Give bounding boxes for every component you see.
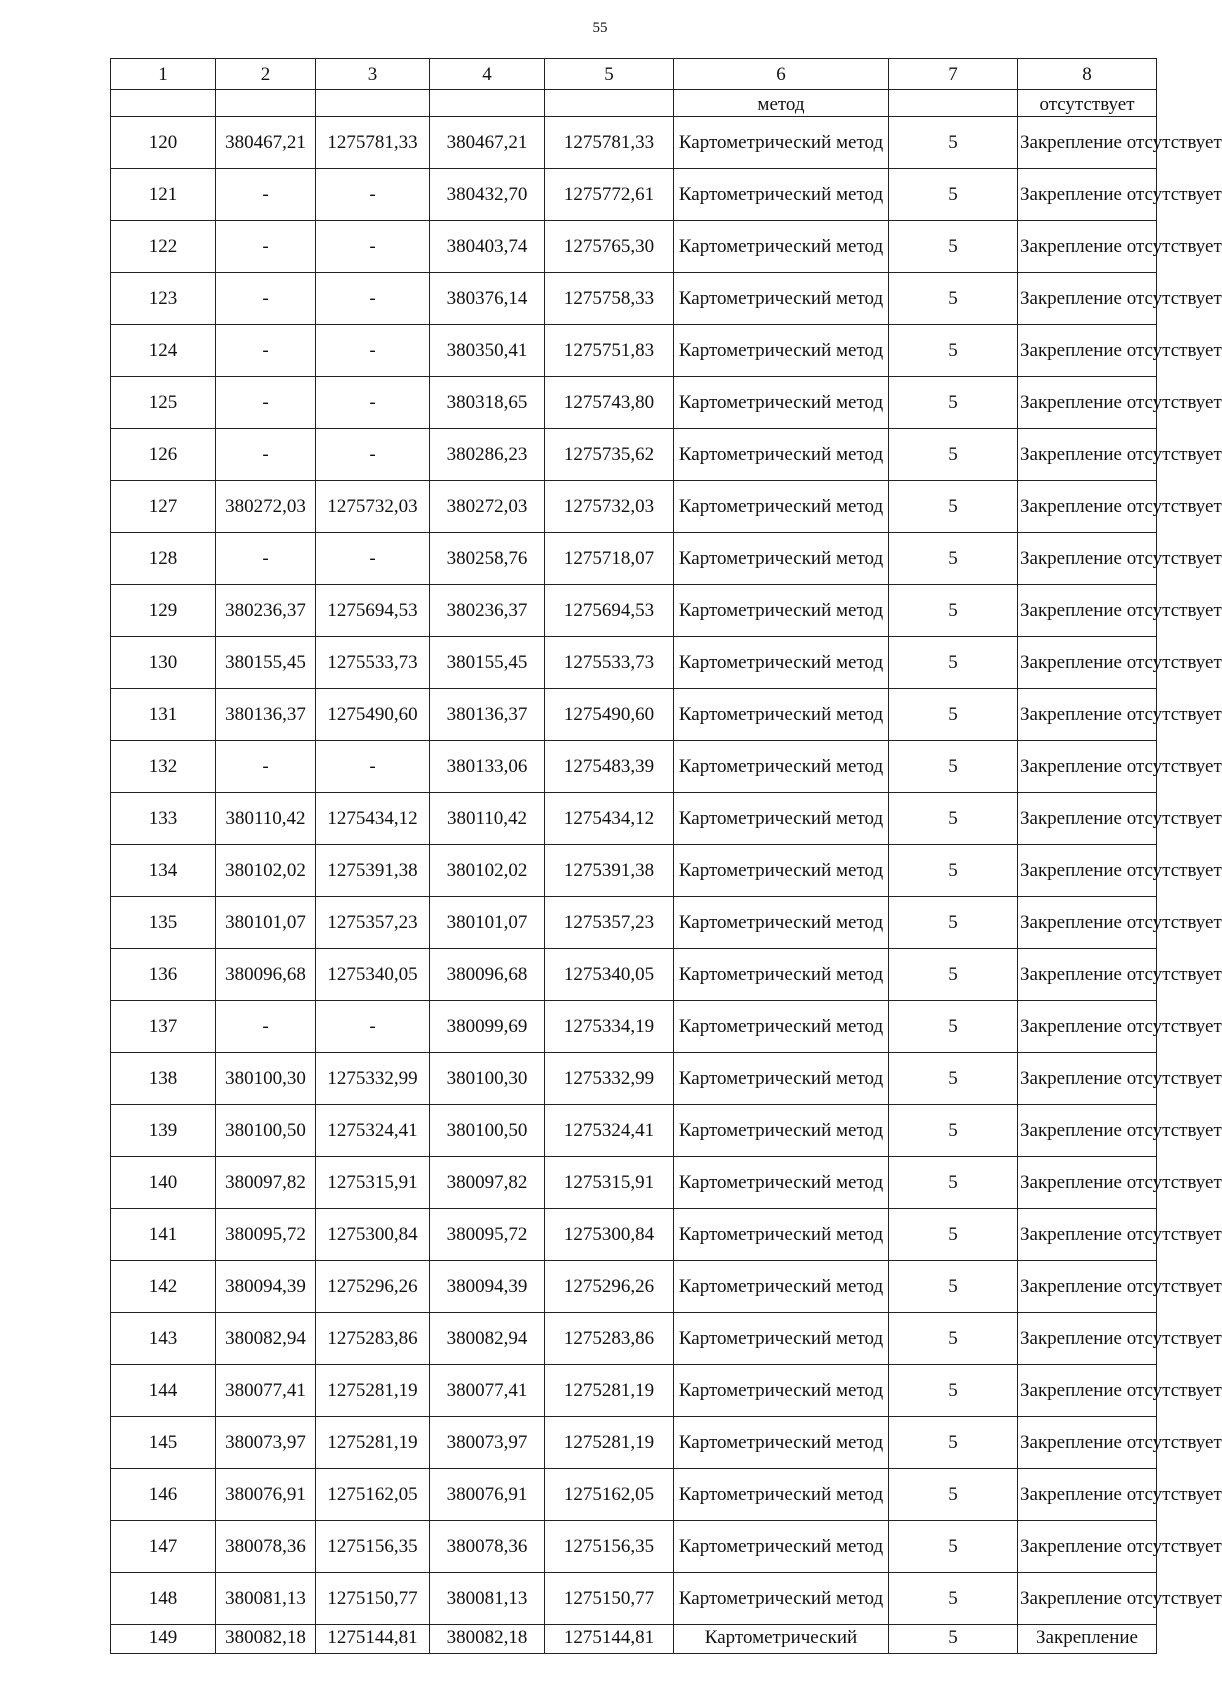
- accuracy-cell: 5: [889, 897, 1018, 949]
- y-new-cell: 1275340,05: [545, 949, 674, 1001]
- method-cell: Картометрический метод: [674, 273, 889, 325]
- point-number-cell: 138: [111, 1053, 216, 1105]
- accuracy-cell: 5: [889, 1625, 1018, 1654]
- x-new-cell: 380272,03: [430, 481, 545, 533]
- x-new-cell: 380155,45: [430, 637, 545, 689]
- continuation-row: [111, 90, 1157, 117]
- method-cell: Картометрический метод: [674, 1313, 889, 1365]
- x-old-cell: 380076,91: [216, 1469, 316, 1521]
- point-number-cell: 129: [111, 585, 216, 637]
- point-number-cell: 122: [111, 221, 216, 273]
- fixing-cell: Закрепление отсутствует: [1018, 637, 1157, 689]
- column-header: 1: [111, 59, 216, 90]
- point-number-cell: 133: [111, 793, 216, 845]
- point-number-cell: 123: [111, 273, 216, 325]
- table-row: [111, 1313, 1157, 1365]
- x-new-cell: 380096,68: [430, 949, 545, 1001]
- y-old-cell: 1275533,73: [316, 637, 430, 689]
- point-number-cell: 141: [111, 1209, 216, 1261]
- y-new-cell: 1275732,03: [545, 481, 674, 533]
- point-number-cell: 121: [111, 169, 216, 221]
- fixing-cell: Закрепление отсутствует: [1018, 533, 1157, 585]
- x-old-cell: -: [216, 325, 316, 377]
- y-new-cell: 1275296,26: [545, 1261, 674, 1313]
- table-row: [111, 1261, 1157, 1313]
- column-header: 4: [430, 59, 545, 90]
- x-new-cell: 380082,18: [430, 1625, 545, 1654]
- fixing-cell: Закрепление отсутствует: [1018, 117, 1157, 169]
- y-old-cell: 1275281,19: [316, 1365, 430, 1417]
- y-old-cell: 1275357,23: [316, 897, 430, 949]
- y-old-cell: 1275283,86: [316, 1313, 430, 1365]
- accuracy-cell: 5: [889, 1573, 1018, 1625]
- x-old-cell: 380097,82: [216, 1157, 316, 1209]
- y-new-cell: 1275334,19: [545, 1001, 674, 1053]
- table-row: [111, 1053, 1157, 1105]
- x-new-cell: 380136,37: [430, 689, 545, 741]
- x-old-cell: -: [216, 1001, 316, 1053]
- method-cell: Картометрический метод: [674, 1105, 889, 1157]
- accuracy-cell: 5: [889, 689, 1018, 741]
- accuracy-cell: 5: [889, 169, 1018, 221]
- accuracy-cell: 5: [889, 845, 1018, 897]
- y-old-cell: -: [316, 221, 430, 273]
- y-new-cell: 1275332,99: [545, 1053, 674, 1105]
- x-old-cell: 380236,37: [216, 585, 316, 637]
- fixing-cell: Закрепление отсутствует: [1018, 741, 1157, 793]
- y-new-cell: 1275765,30: [545, 221, 674, 273]
- fixing-cell: Закрепление: [1018, 1625, 1157, 1654]
- x-old-cell: 380082,18: [216, 1625, 316, 1654]
- point-number-cell: 134: [111, 845, 216, 897]
- method-cell: Картометрический метод: [674, 845, 889, 897]
- table-cell: [430, 90, 545, 117]
- y-new-cell: 1275324,41: [545, 1105, 674, 1157]
- method-cell: Картометрический метод: [674, 637, 889, 689]
- fixing-cell: Закрепление отсутствует: [1018, 1573, 1157, 1625]
- table-cell: [545, 90, 674, 117]
- fixing-cell: отсутствует: [1018, 90, 1157, 117]
- x-old-cell: 380082,94: [216, 1313, 316, 1365]
- x-old-cell: 380100,50: [216, 1105, 316, 1157]
- x-old-cell: -: [216, 273, 316, 325]
- y-old-cell: -: [316, 429, 430, 481]
- x-old-cell: 380102,02: [216, 845, 316, 897]
- y-old-cell: 1275300,84: [316, 1209, 430, 1261]
- accuracy-cell: 5: [889, 949, 1018, 1001]
- x-old-cell: 380094,39: [216, 1261, 316, 1313]
- table-row: [111, 169, 1157, 221]
- column-header: 8: [1018, 59, 1157, 90]
- accuracy-cell: 5: [889, 481, 1018, 533]
- method-cell: Картометрический метод: [674, 221, 889, 273]
- accuracy-cell: 5: [889, 585, 1018, 637]
- method-cell: Картометрический метод: [674, 1053, 889, 1105]
- y-old-cell: 1275281,19: [316, 1417, 430, 1469]
- y-new-cell: 1275162,05: [545, 1469, 674, 1521]
- x-new-cell: 380081,13: [430, 1573, 545, 1625]
- column-header: 6: [674, 59, 889, 90]
- x-old-cell: -: [216, 221, 316, 273]
- method-cell: Картометрический метод: [674, 741, 889, 793]
- accuracy-cell: 5: [889, 429, 1018, 481]
- x-old-cell: -: [216, 533, 316, 585]
- method-cell: Картометрический метод: [674, 1521, 889, 1573]
- y-new-cell: 1275357,23: [545, 897, 674, 949]
- fixing-cell: Закрепление отсутствует: [1018, 221, 1157, 273]
- table-row: [111, 1469, 1157, 1521]
- x-new-cell: 380077,41: [430, 1365, 545, 1417]
- y-new-cell: 1275434,12: [545, 793, 674, 845]
- fixing-cell: Закрепление отсутствует: [1018, 1209, 1157, 1261]
- y-new-cell: 1275281,19: [545, 1417, 674, 1469]
- y-old-cell: 1275781,33: [316, 117, 430, 169]
- fixing-cell: Закрепление отсутствует: [1018, 169, 1157, 221]
- y-new-cell: 1275694,53: [545, 585, 674, 637]
- accuracy-cell: 5: [889, 273, 1018, 325]
- fixing-cell: Закрепление отсутствует: [1018, 1521, 1157, 1573]
- y-new-cell: 1275781,33: [545, 117, 674, 169]
- fixing-cell: Закрепление отсутствует: [1018, 377, 1157, 429]
- y-new-cell: 1275281,19: [545, 1365, 674, 1417]
- column-header: 2: [216, 59, 316, 90]
- x-new-cell: 380376,14: [430, 273, 545, 325]
- accuracy-cell: 5: [889, 1001, 1018, 1053]
- table-row: [111, 1001, 1157, 1053]
- point-number-cell: 127: [111, 481, 216, 533]
- fixing-cell: Закрепление отсутствует: [1018, 949, 1157, 1001]
- table-row: [111, 689, 1157, 741]
- y-new-cell: 1275743,80: [545, 377, 674, 429]
- x-old-cell: -: [216, 429, 316, 481]
- accuracy-cell: 5: [889, 1313, 1018, 1365]
- fixing-cell: Закрепление отсутствует: [1018, 1417, 1157, 1469]
- fixing-cell: Закрепление отсутствует: [1018, 325, 1157, 377]
- table-row: [111, 429, 1157, 481]
- method-cell: Картометрический метод: [674, 793, 889, 845]
- accuracy-cell: 5: [889, 221, 1018, 273]
- fixing-cell: Закрепление отсутствует: [1018, 1105, 1157, 1157]
- x-new-cell: 380350,41: [430, 325, 545, 377]
- table-cell: [316, 90, 430, 117]
- point-number-cell: 125: [111, 377, 216, 429]
- point-number-cell: 142: [111, 1261, 216, 1313]
- point-number-cell: 137: [111, 1001, 216, 1053]
- point-number-cell: 132: [111, 741, 216, 793]
- table-row: [111, 481, 1157, 533]
- y-old-cell: 1275162,05: [316, 1469, 430, 1521]
- table-row: [111, 117, 1157, 169]
- x-new-cell: 380078,36: [430, 1521, 545, 1573]
- y-old-cell: -: [316, 741, 430, 793]
- coordinates-table: [110, 58, 1222, 1654]
- point-number-cell: 120: [111, 117, 216, 169]
- table-row: [111, 221, 1157, 273]
- method-cell: Картометрический метод: [674, 1209, 889, 1261]
- y-new-cell: 1275751,83: [545, 325, 674, 377]
- method-cell: Картометрический метод: [674, 377, 889, 429]
- x-new-cell: 380073,97: [430, 1417, 545, 1469]
- y-new-cell: 1275391,38: [545, 845, 674, 897]
- table-cell: [889, 90, 1018, 117]
- method-cell: Картометрический: [674, 1625, 889, 1654]
- point-number-cell: 135: [111, 897, 216, 949]
- fixing-cell: Закрепление отсутствует: [1018, 897, 1157, 949]
- y-new-cell: 1275772,61: [545, 169, 674, 221]
- x-old-cell: 380101,07: [216, 897, 316, 949]
- x-old-cell: 380110,42: [216, 793, 316, 845]
- fixing-cell: Закрепление отсутствует: [1018, 1365, 1157, 1417]
- table-row: [111, 585, 1157, 637]
- fixing-cell: Закрепление отсутствует: [1018, 1157, 1157, 1209]
- y-old-cell: 1275296,26: [316, 1261, 430, 1313]
- point-number-cell: 143: [111, 1313, 216, 1365]
- y-old-cell: 1275144,81: [316, 1625, 430, 1654]
- column-header: 5: [545, 59, 674, 90]
- point-number-cell: 126: [111, 429, 216, 481]
- method-cell: Картометрический метод: [674, 1573, 889, 1625]
- method-cell: Картометрический метод: [674, 1365, 889, 1417]
- table-row: [111, 845, 1157, 897]
- y-new-cell: 1275735,62: [545, 429, 674, 481]
- table-row: [111, 1209, 1157, 1261]
- y-new-cell: 1275758,33: [545, 273, 674, 325]
- table-row: [111, 1157, 1157, 1209]
- x-new-cell: 380097,82: [430, 1157, 545, 1209]
- y-old-cell: 1275340,05: [316, 949, 430, 1001]
- accuracy-cell: 5: [889, 1105, 1018, 1157]
- y-old-cell: -: [316, 273, 430, 325]
- point-number-cell: 145: [111, 1417, 216, 1469]
- accuracy-cell: 5: [889, 637, 1018, 689]
- method-cell: Картометрический метод: [674, 1417, 889, 1469]
- x-old-cell: 380136,37: [216, 689, 316, 741]
- x-old-cell: 380095,72: [216, 1209, 316, 1261]
- accuracy-cell: 5: [889, 1417, 1018, 1469]
- fixing-cell: Закрепление отсутствует: [1018, 1261, 1157, 1313]
- method-cell: Картометрический метод: [674, 897, 889, 949]
- accuracy-cell: 5: [889, 1521, 1018, 1573]
- point-number-cell: 146: [111, 1469, 216, 1521]
- x-old-cell: 380155,45: [216, 637, 316, 689]
- x-new-cell: 380432,70: [430, 169, 545, 221]
- x-new-cell: 380286,23: [430, 429, 545, 481]
- method-cell: Картометрический метод: [674, 1157, 889, 1209]
- point-number-cell: 131: [111, 689, 216, 741]
- fixing-cell: Закрепление отсутствует: [1018, 1313, 1157, 1365]
- table-row: [111, 377, 1157, 429]
- x-new-cell: 380095,72: [430, 1209, 545, 1261]
- fixing-cell: Закрепление отсутствует: [1018, 1053, 1157, 1105]
- method-cell: Картометрический метод: [674, 481, 889, 533]
- table-cell: [216, 90, 316, 117]
- point-number-cell: 136: [111, 949, 216, 1001]
- accuracy-cell: 5: [889, 1365, 1018, 1417]
- y-old-cell: -: [316, 169, 430, 221]
- table-row: [111, 273, 1157, 325]
- method-cell: Картометрический метод: [674, 429, 889, 481]
- y-old-cell: 1275490,60: [316, 689, 430, 741]
- fixing-cell: Закрепление отсутствует: [1018, 481, 1157, 533]
- accuracy-cell: 5: [889, 1157, 1018, 1209]
- y-old-cell: 1275150,77: [316, 1573, 430, 1625]
- x-old-cell: 380077,41: [216, 1365, 316, 1417]
- accuracy-cell: 5: [889, 1053, 1018, 1105]
- x-old-cell: 380073,97: [216, 1417, 316, 1469]
- accuracy-cell: 5: [889, 1261, 1018, 1313]
- y-new-cell: 1275150,77: [545, 1573, 674, 1625]
- y-new-cell: 1275533,73: [545, 637, 674, 689]
- point-number-cell: 130: [111, 637, 216, 689]
- method-cell: метод: [674, 90, 889, 117]
- point-number-cell: 128: [111, 533, 216, 585]
- table-row: [111, 1417, 1157, 1469]
- y-old-cell: -: [316, 325, 430, 377]
- accuracy-cell: 5: [889, 117, 1018, 169]
- x-old-cell: -: [216, 741, 316, 793]
- x-new-cell: 380318,65: [430, 377, 545, 429]
- x-old-cell: 380078,36: [216, 1521, 316, 1573]
- table-row: [111, 637, 1157, 689]
- accuracy-cell: 5: [889, 533, 1018, 585]
- y-new-cell: 1275283,86: [545, 1313, 674, 1365]
- x-old-cell: 380100,30: [216, 1053, 316, 1105]
- page-number: 55: [592, 20, 608, 36]
- y-old-cell: -: [316, 377, 430, 429]
- method-cell: Картометрический метод: [674, 949, 889, 1001]
- y-old-cell: 1275391,38: [316, 845, 430, 897]
- x-new-cell: 380101,07: [430, 897, 545, 949]
- point-number-cell: 147: [111, 1521, 216, 1573]
- y-old-cell: 1275332,99: [316, 1053, 430, 1105]
- x-new-cell: 380094,39: [430, 1261, 545, 1313]
- y-new-cell: 1275315,91: [545, 1157, 674, 1209]
- x-new-cell: 380100,50: [430, 1105, 545, 1157]
- accuracy-cell: 5: [889, 1209, 1018, 1261]
- table-row: [111, 325, 1157, 377]
- method-cell: Картометрический метод: [674, 169, 889, 221]
- fixing-cell: Закрепление отсутствует: [1018, 429, 1157, 481]
- y-old-cell: 1275732,03: [316, 481, 430, 533]
- fixing-cell: Закрепление отсутствует: [1018, 689, 1157, 741]
- y-new-cell: 1275718,07: [545, 533, 674, 585]
- table-cell: [111, 90, 216, 117]
- y-old-cell: 1275156,35: [316, 1521, 430, 1573]
- x-new-cell: 380102,02: [430, 845, 545, 897]
- y-new-cell: 1275490,60: [545, 689, 674, 741]
- y-new-cell: 1275156,35: [545, 1521, 674, 1573]
- table-row: [111, 1625, 1157, 1654]
- x-new-cell: 380467,21: [430, 117, 545, 169]
- point-number-cell: 144: [111, 1365, 216, 1417]
- fixing-cell: Закрепление отсутствует: [1018, 1001, 1157, 1053]
- accuracy-cell: 5: [889, 377, 1018, 429]
- point-number-cell: 139: [111, 1105, 216, 1157]
- table-row: [111, 793, 1157, 845]
- accuracy-cell: 5: [889, 1469, 1018, 1521]
- x-old-cell: -: [216, 377, 316, 429]
- column-header: 7: [889, 59, 1018, 90]
- fixing-cell: Закрепление отсутствует: [1018, 1469, 1157, 1521]
- point-number-cell: 140: [111, 1157, 216, 1209]
- method-cell: Картометрический метод: [674, 1469, 889, 1521]
- header-row: [111, 59, 1157, 90]
- accuracy-cell: 5: [889, 741, 1018, 793]
- table-row: [111, 949, 1157, 1001]
- method-cell: Картометрический метод: [674, 585, 889, 637]
- method-cell: Картометрический метод: [674, 1261, 889, 1313]
- table-row: [111, 1573, 1157, 1625]
- x-old-cell: 380467,21: [216, 117, 316, 169]
- y-old-cell: 1275434,12: [316, 793, 430, 845]
- y-new-cell: 1275144,81: [545, 1625, 674, 1654]
- point-number-cell: 124: [111, 325, 216, 377]
- method-cell: Картометрический метод: [674, 325, 889, 377]
- y-new-cell: 1275483,39: [545, 741, 674, 793]
- x-old-cell: 380272,03: [216, 481, 316, 533]
- x-new-cell: 380236,37: [430, 585, 545, 637]
- y-old-cell: 1275694,53: [316, 585, 430, 637]
- x-new-cell: 380133,06: [430, 741, 545, 793]
- method-cell: Картометрический метод: [674, 533, 889, 585]
- method-cell: Картометрический метод: [674, 689, 889, 741]
- y-old-cell: 1275315,91: [316, 1157, 430, 1209]
- x-old-cell: 380096,68: [216, 949, 316, 1001]
- x-new-cell: 380110,42: [430, 793, 545, 845]
- y-old-cell: -: [316, 1001, 430, 1053]
- point-number-cell: 149: [111, 1625, 216, 1654]
- table-row: [111, 741, 1157, 793]
- x-new-cell: 380076,91: [430, 1469, 545, 1521]
- x-old-cell: 380081,13: [216, 1573, 316, 1625]
- x-new-cell: 380082,94: [430, 1313, 545, 1365]
- x-old-cell: -: [216, 169, 316, 221]
- x-new-cell: 380258,76: [430, 533, 545, 585]
- column-header: 3: [316, 59, 430, 90]
- fixing-cell: Закрепление отсутствует: [1018, 273, 1157, 325]
- fixing-cell: Закрепление отсутствует: [1018, 793, 1157, 845]
- point-number-cell: 148: [111, 1573, 216, 1625]
- y-old-cell: 1275324,41: [316, 1105, 430, 1157]
- table-row: [111, 897, 1157, 949]
- x-new-cell: 380099,69: [430, 1001, 545, 1053]
- x-new-cell: 380403,74: [430, 221, 545, 273]
- y-old-cell: -: [316, 533, 430, 585]
- accuracy-cell: 5: [889, 325, 1018, 377]
- method-cell: Картометрический метод: [674, 117, 889, 169]
- accuracy-cell: 5: [889, 793, 1018, 845]
- method-cell: Картометрический метод: [674, 1001, 889, 1053]
- table-row: [111, 1365, 1157, 1417]
- fixing-cell: Закрепление отсутствует: [1018, 585, 1157, 637]
- table-row: [111, 1521, 1157, 1573]
- table-row: [111, 533, 1157, 585]
- x-new-cell: 380100,30: [430, 1053, 545, 1105]
- table-row: [111, 1105, 1157, 1157]
- y-new-cell: 1275300,84: [545, 1209, 674, 1261]
- fixing-cell: Закрепление отсутствует: [1018, 845, 1157, 897]
